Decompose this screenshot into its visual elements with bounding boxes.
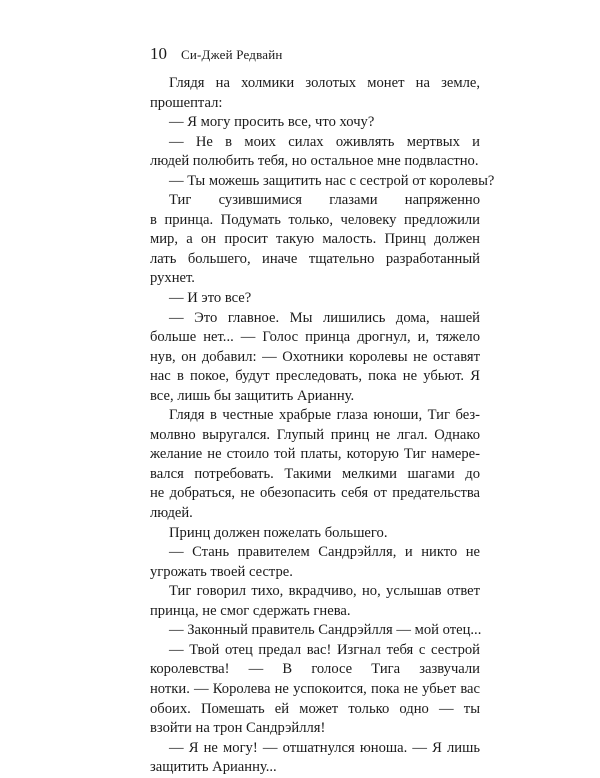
text-line: Тиг сузившимися глазами напряженно (169, 192, 480, 209)
text-line: Принц должен пожелать большего. (169, 524, 388, 541)
text-line: молвно выругался. Глупый принц не лгал. Однако (150, 426, 480, 443)
text-line: королевства! — В голосе Тига зазвучали (150, 661, 480, 678)
text-line: — Я не могу! — отшатнулся юноша. — Я лишь (169, 739, 480, 756)
text-line: Глядя на холмики золотых монет на земле, (169, 75, 480, 91)
text-line: защитить Арианну... (150, 759, 277, 776)
text-line: обоих. Помешать ей может только одно — ты (150, 700, 480, 717)
text-line: — Это главное. Мы лишились дома, нашей (169, 309, 480, 326)
text-line: нас в покое, будут преследовать, пока не убьют. Я (150, 368, 480, 385)
text-line: принца, не смог сдержать гнева. (150, 602, 351, 619)
text-line: желание не стоило той платы, которую Тиг намере- (150, 446, 480, 463)
text-line: нув, он добавил: — Охотники королевы не оставят (150, 348, 480, 365)
text-line: — Твой отец предал вас! Изгнал тебя с сестрой (169, 641, 480, 658)
text-line: угрожать твоей сестре. (150, 563, 293, 580)
text-line: не добраться, не обезопасить себя от предательства (150, 485, 480, 502)
text-line: мир, а он просит такую малость. Принц должен (150, 231, 480, 248)
text-line: больше нет... — Голос принца дрогнул, и, тяжело (150, 329, 480, 346)
page-header (150, 44, 480, 66)
text-line: Тиг говорил тихо, вкрадчиво, но, услышав ответ (169, 583, 480, 600)
text-line: все, лишь бы защитить Арианну. (150, 387, 355, 404)
text-line: вался потребовать. Такими мелкими шагами до (150, 465, 480, 482)
text-line: лать большего, иначе тщательно разработанный (150, 250, 480, 267)
text-line: — Я могу просить все, что хочу? (169, 114, 375, 131)
text-line: — Законный правитель Сандрэйлля — мой отец... (169, 622, 482, 639)
text-line: в принца. Подумать только, человеку предложили (150, 211, 480, 228)
text-line: рухнет. (150, 270, 195, 287)
text-line: людей. (150, 505, 193, 522)
text-line: — Не в моих силах оживлять мертвых и (169, 133, 480, 150)
text-line: прошептал: (150, 94, 223, 111)
text-line: людей полюбить тебя, но остальное мне подвластно. (150, 153, 479, 170)
text-line: нотки. — Королева не успокоится, пока не убьет вас (150, 680, 480, 697)
text-line: взойти на трон Сандрэйлля! (150, 720, 326, 737)
text-line: Глядя в честные храбрые глаза юноши, Тиг без- (169, 407, 480, 424)
body-text (150, 74, 495, 778)
text-line: — Ты можешь защитить нас с сестрой от королевы? (169, 172, 495, 189)
text-line: — И это все? (169, 290, 252, 307)
running-head-author: Си-Джей Редвайн (181, 47, 283, 62)
page-number: 10 (150, 44, 167, 63)
text-line: — Стань правителем Сандрэйлля, и никто не (169, 544, 480, 561)
